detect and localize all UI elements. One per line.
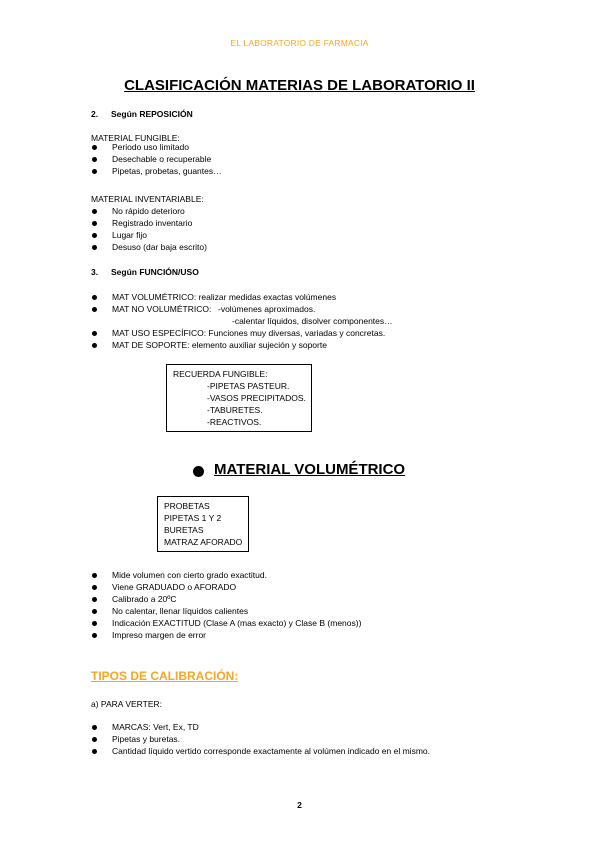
bullet-icon	[92, 597, 97, 602]
section-2-label: Según REPOSICIÓN	[111, 109, 193, 119]
bullet-icon	[92, 307, 97, 312]
volumetrico-item: No calentar, llenar líquidos calientes	[112, 606, 249, 616]
bullet-icon	[92, 737, 97, 742]
bullet-icon	[193, 466, 204, 477]
fungible-item: Desechable o recuperable	[112, 154, 212, 164]
recuerda-box	[166, 364, 312, 432]
bullet-icon	[92, 573, 97, 578]
bullet-icon	[92, 245, 97, 250]
volumetrico-item: Mide volumen con cierto grado exactitud.	[112, 570, 267, 580]
volumetrico-item: Calibrado a 20ºC	[112, 594, 177, 604]
section-3-number: 3.	[91, 267, 99, 277]
bullet-icon	[92, 233, 97, 238]
bullet-icon	[92, 609, 97, 614]
fungible-heading: MATERIAL FUNGIBLE:	[91, 133, 180, 143]
inventariable-item: Registrado inventario	[112, 218, 193, 228]
calibracion-subheading: a) PARA VERTER:	[91, 699, 163, 709]
recuerda-item: -TABURETES.	[207, 405, 263, 415]
volumetrico-item: Indicación EXACTITUD (Clase A (mas exacto) y Clase B (menos))	[112, 618, 362, 628]
bullet-icon	[92, 331, 97, 336]
bullet-icon	[92, 169, 97, 174]
inventariable-item: Lugar fijo	[112, 230, 147, 240]
recuerda-heading: RECUERDA FUNGIBLE:	[173, 369, 268, 379]
volumetrico-heading: MATERIAL VOLUMÉTRICO	[214, 461, 406, 478]
bullet-icon	[92, 157, 97, 162]
bullet-icon	[92, 749, 97, 754]
volumetrico-box-item: PIPETAS 1 Y 2	[164, 513, 222, 523]
calibracion-item: Cantidad líquido vertido corresponde exactamente al volúmen indicado en el mismo.	[112, 746, 430, 756]
inventariable-item: No rápido deterioro	[112, 206, 185, 216]
funcion-no-volumetrico-label: MAT NO VOLUMÉTRICO:	[112, 304, 212, 314]
section-3-label: Según FUNCIÓN/USO	[111, 267, 199, 277]
page-header: EL LABORATORIO DE FARMACIA	[230, 38, 369, 48]
page-title: CLASIFICACIÓN MATERIAS DE LABORATORIO II	[124, 77, 475, 94]
bullet-icon	[92, 633, 97, 638]
fungible-item: Periodo uso limitado	[112, 142, 190, 152]
calibracion-heading: TIPOS DE CALIBRACIÓN:	[91, 669, 239, 683]
calibracion-item: MARCAS: Vert, Ex, TD	[112, 722, 199, 732]
volumetrico-box	[157, 496, 249, 552]
calibracion-item: Pipetas y buretas.	[112, 734, 181, 744]
fungible-item: Pipetas, probetas, guantes…	[112, 166, 222, 176]
recuerda-item: -REACTIVOS.	[207, 417, 262, 427]
funcion-no-volumetrico-1: -volúmenes aproximados.	[218, 304, 316, 314]
bullet-icon	[92, 725, 97, 730]
bullet-icon	[92, 585, 97, 590]
volumetrico-item: Viene GRADUADO o AFORADO	[112, 582, 237, 592]
funcion-volumetrico: MAT VOLUMÉTRICO: realizar medidas exactas volúmenes	[112, 292, 337, 302]
bullet-icon	[92, 621, 97, 626]
volumetrico-box-item: BURETAS	[164, 525, 204, 535]
bullet-icon	[92, 295, 97, 300]
funcion-soporte: MAT DE SOPORTE: elemento auxiliar sujeción y soporte	[112, 340, 327, 350]
bullet-icon	[92, 343, 97, 348]
bullet-icon	[92, 145, 97, 150]
section-2-number: 2.	[91, 109, 99, 119]
page-number: 2	[297, 800, 302, 810]
funcion-especifico: MAT USO ESPECÍFICO: Funciones muy diversas, variadas y concretas.	[112, 328, 386, 338]
bullet-icon	[92, 209, 97, 214]
inventariable-item: Desuso (dar baja escrito)	[112, 242, 207, 252]
volumetrico-item: Impreso margen de error	[112, 630, 207, 640]
recuerda-item: -VASOS PRECIPITADOS.	[207, 393, 306, 403]
recuerda-item: -PIPETAS PASTEUR.	[207, 381, 290, 391]
inventariable-heading: MATERIAL INVENTARIABLE:	[91, 194, 204, 204]
funcion-no-volumetrico-2: -calentar líquidos, disolver componentes…	[232, 316, 393, 326]
volumetrico-box-item: PROBETAS	[164, 501, 210, 511]
volumetrico-box-item: MATRAZ AFORADO	[164, 537, 243, 547]
bullet-icon	[92, 221, 97, 226]
